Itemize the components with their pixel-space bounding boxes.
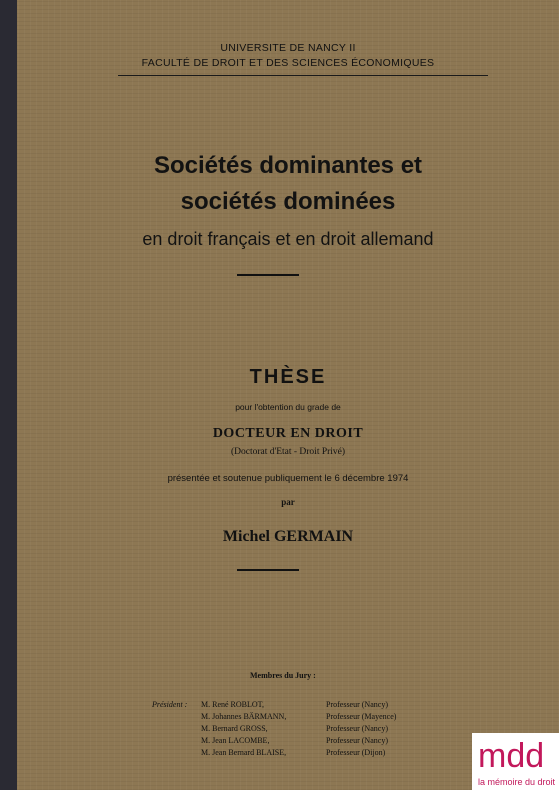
title-divider [237,274,299,276]
logo-mark: mdd [478,737,545,775]
author-name: Michel GERMAIN [222,528,354,545]
jury-name: M. Bernard GROSS, [201,724,268,733]
jury-position: Professeur (Nancy) [326,700,388,709]
jury-title: Membres du Jury : [250,671,316,680]
jury-name: M. Johannes BÄRMANN, [201,712,287,721]
university-name: UNIVERSITE DE NANCY II [220,42,356,54]
thesis-label: THÈSE [249,366,327,388]
defense-date: présentée et soutenue publiquement le 6 décembre 1974 [167,473,409,484]
jury-position: Professeur (Mayence) [326,712,397,721]
jury-position: Professeur (Dijon) [326,748,386,757]
title-line-1: Sociétés dominantes et [153,152,423,179]
jury-role: Président : [152,700,188,709]
subtitle: en droit français et en droit allemand [142,229,434,249]
jury-member [0,712,559,724]
degree-title: DOCTEUR EN DROIT [212,426,364,441]
jury-name: M. Jean LACOMBE, [201,736,270,745]
title-line-2: sociétés dominées [180,188,396,215]
degree-detail: (Doctorat d'Etat - Droit Privé) [230,447,346,457]
book-spine [0,0,17,790]
logo-tagline: la mémoire du droit [478,777,556,787]
thesis-purpose: pour l'obtention du grade de [235,402,341,412]
jury-name: M. René ROBLOT, [201,700,264,709]
by-label: par [281,497,295,507]
jury-position: Professeur (Nancy) [326,736,388,745]
jury-member [0,700,559,712]
faculty-name: FACULTÉ DE DROIT ET DES SCIENCES ÉCONOMIQUES [141,57,435,69]
header-divider [118,75,488,76]
jury-position: Professeur (Nancy) [326,724,388,733]
author-divider [237,569,299,571]
jury-name: M. Jean Bernard BLAISE, [201,748,287,757]
